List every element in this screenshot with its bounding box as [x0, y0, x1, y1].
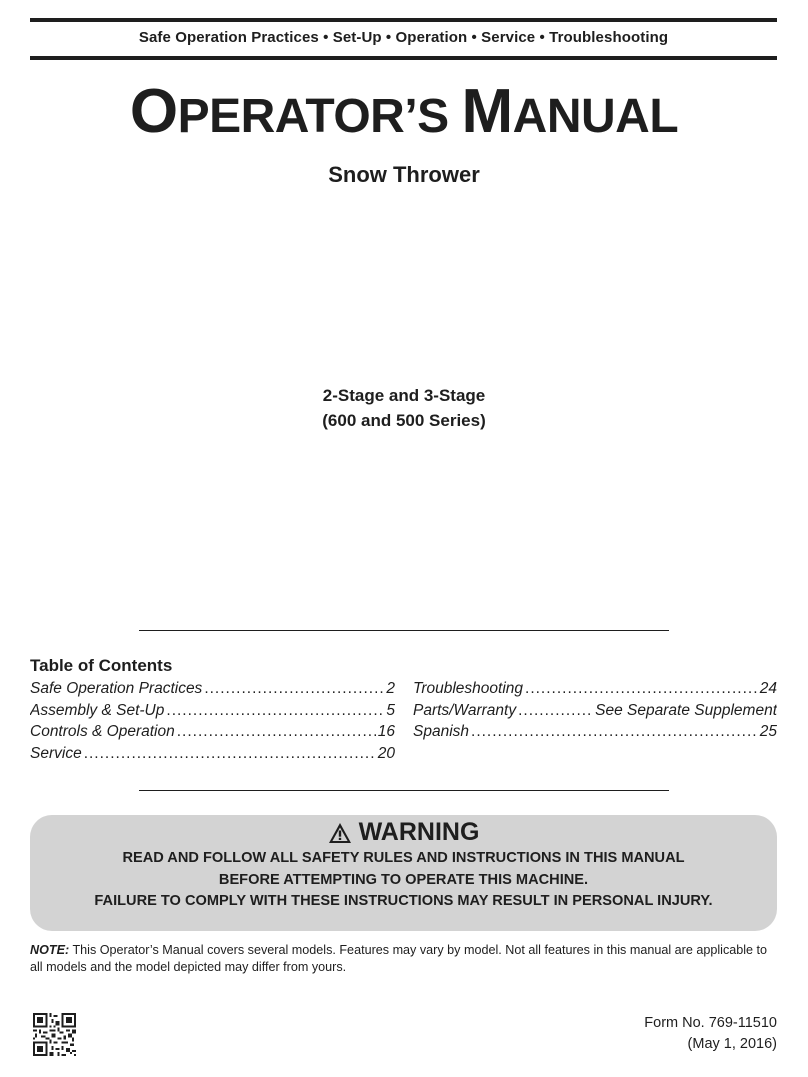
- top-rule-lower: [30, 56, 777, 60]
- toc-entry-page: 25: [759, 723, 777, 740]
- form-date: (May 1, 2016): [687, 1036, 777, 1052]
- form-number: Form No. 769-11510: [644, 1015, 777, 1031]
- title-manual: ANUAL: [512, 90, 679, 143]
- note-text: This Operator’s Manual covers several models. Features may vary by model. Not all features in this manual are applicable to all models and the model depicted may differ from yours.: [30, 943, 768, 974]
- warning-heading-text: WARNING: [358, 818, 480, 846]
- toc-entry-page: 2: [386, 680, 395, 697]
- toc-entry[interactable]: [30, 702, 395, 724]
- product-subtitle: Snow Thrower: [328, 162, 480, 187]
- toc-entry[interactable]: [413, 723, 777, 745]
- divider-rule: [139, 790, 669, 791]
- title-initial-o: O: [129, 77, 178, 146]
- toc-leader: [84, 745, 376, 763]
- title-apostrophe: ’: [404, 90, 418, 143]
- toc-entry-label: Assembly & Set-Up: [30, 701, 165, 719]
- title-operator: PERATOR: [177, 90, 405, 143]
- toc-entry-label: Controls & Operation: [30, 723, 175, 740]
- toc-leader: [177, 723, 376, 741]
- divider-rule: [139, 630, 669, 631]
- toc-entry-page: 16: [377, 723, 395, 740]
- warning-triangle-icon: [328, 822, 352, 844]
- warning-line-2: BEFORE ATTEMPTING TO OPERATE THIS MACHINE.: [218, 872, 589, 888]
- toc-leader: [166, 702, 384, 720]
- note-paragraph: [30, 942, 782, 976]
- toc-entry-page: 5: [386, 701, 395, 719]
- toc-entry[interactable]: [413, 702, 777, 724]
- toc-leader: [204, 680, 384, 698]
- toc-entry-page: See Separate Supplement: [595, 701, 777, 719]
- toc-entry-label: Service: [30, 744, 82, 762]
- title-s: S: [417, 90, 462, 143]
- toc-leader: [518, 702, 593, 720]
- note-label: NOTE:: [30, 943, 70, 957]
- warning-line-3: FAILURE TO COMPLY WITH THESE INSTRUCTIONS MAY RESULT IN PERSONAL INJURY.: [94, 893, 713, 909]
- toc-entry-label: Spanish: [413, 723, 470, 740]
- top-rule: [30, 18, 777, 22]
- toc-title: Table of Contents: [30, 656, 173, 675]
- section-list: Safe Operation Practices • Set-Up • Operation • Service • Troubleshooting: [138, 29, 669, 46]
- page-title: [0, 76, 808, 147]
- toc-entry[interactable]: [30, 723, 395, 745]
- warning-line-1: READ AND FOLLOW ALL SAFETY RULES AND INSTRUCTIONS IN THIS MANUAL: [122, 850, 685, 866]
- qr-code-icon: [33, 1013, 76, 1056]
- toc-left-column: [30, 680, 395, 766]
- toc-entry[interactable]: [30, 680, 395, 702]
- toc-right-column: [413, 680, 777, 745]
- toc-entry-page: 24: [759, 680, 777, 697]
- toc-entry-label: Parts/Warranty: [413, 701, 517, 719]
- toc-entry-label: Safe Operation Practices: [30, 680, 203, 697]
- toc-entry[interactable]: [413, 680, 777, 702]
- warning-heading: [30, 818, 777, 847]
- toc-leader: [525, 680, 758, 698]
- toc-entry[interactable]: [30, 745, 395, 767]
- toc-entry-label: Troubleshooting: [413, 680, 524, 697]
- toc-leader: [471, 723, 758, 741]
- title-initial-m: M: [461, 77, 513, 146]
- series-line-2: (600 and 500 Series): [322, 411, 486, 430]
- toc-entry-page: 20: [377, 744, 395, 762]
- series-line-1: 2-Stage and 3-Stage: [322, 386, 486, 405]
